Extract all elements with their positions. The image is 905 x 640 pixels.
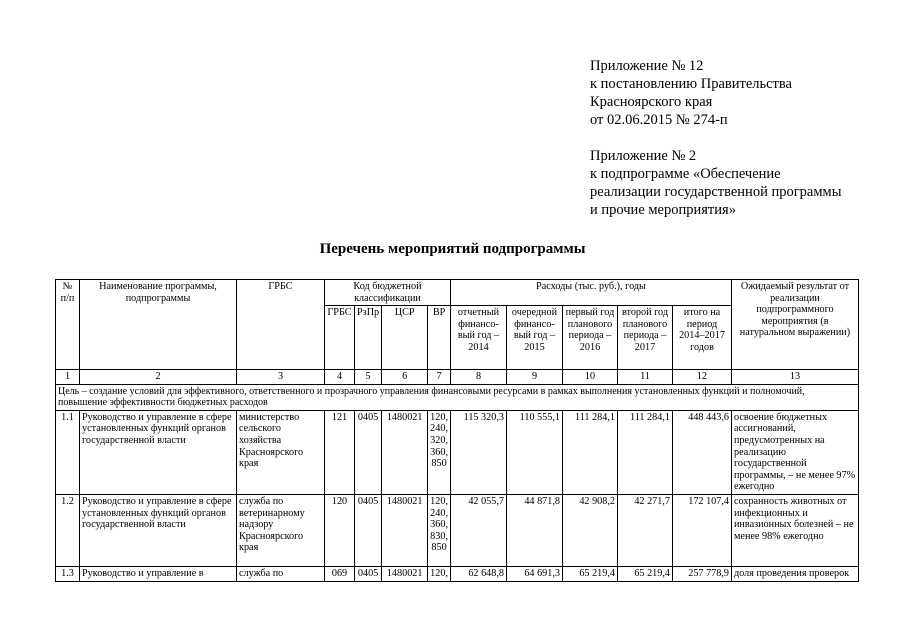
header-expenses: Расходы (тыс. руб.), годы — [450, 280, 731, 306]
col-number: 10 — [562, 370, 617, 385]
row-name: Руководство и управление в сфере установленных функций органов государственной власти — [80, 494, 237, 566]
col-number: 13 — [731, 370, 858, 385]
row-result: сохранность животных от инфекционных и инвазионных болезней – не менее 98% ежегодно — [731, 494, 858, 566]
row-total: 448 443,6 — [672, 410, 731, 494]
row-csr: 1480021 — [382, 494, 428, 566]
appendix-12-to: к постановлению Правительства — [590, 76, 792, 92]
measures-table — [55, 279, 859, 582]
row-2017: 111 284,1 — [617, 410, 672, 494]
row-2016: 42 908,2 — [562, 494, 617, 566]
col-number: 2 — [80, 370, 237, 385]
row-2017: 65 219,4 — [617, 566, 672, 581]
goal-text: Цель – создание условий для эффективного, ответственного и прозрачного управления финансовыми ресурсами в рамках выполнения установленных функций и полномочий, повышение эффективности бюджетных расходов — [56, 384, 859, 410]
col-number: 4 — [325, 370, 355, 385]
row-name: Руководство и управление в — [80, 566, 237, 581]
col-number: 8 — [450, 370, 506, 385]
col-number: 6 — [382, 370, 428, 385]
appendix-12-region: Красноярского края — [590, 94, 713, 110]
table-row — [56, 410, 859, 494]
document-title: Перечень мероприятий подпрограммы — [319, 241, 586, 257]
column-number-row — [56, 370, 859, 385]
col-number: 3 — [237, 370, 325, 385]
row-2014: 62 648,8 — [450, 566, 506, 581]
header-grbs: ГРБС — [237, 280, 325, 370]
appendix-12-date: от 02.06.2015 № 274-п — [590, 112, 728, 128]
header-sub-csr: ЦСР — [382, 306, 428, 370]
row-csr: 1480021 — [382, 566, 428, 581]
row-code-grbs: 069 — [325, 566, 355, 581]
col-number: 12 — [672, 370, 731, 385]
row-num: 1.2 — [56, 494, 80, 566]
col-number: 9 — [506, 370, 562, 385]
row-2014: 115 320,3 — [450, 410, 506, 494]
row-vr: 120, 240, 320, 360, 850 — [428, 410, 451, 494]
header-sub-grbs: ГРБС — [325, 306, 355, 370]
appendix-2-to: к подпрограмме «Обеспечение — [590, 166, 781, 182]
row-2016: 65 219,4 — [562, 566, 617, 581]
header-num: № п/п — [56, 280, 80, 370]
row-rzpr: 0405 — [355, 410, 382, 494]
col-number: 1 — [56, 370, 80, 385]
header-sub-vr: ВР — [428, 306, 451, 370]
row-grbs: министерство сельского хозяйства Красноярского края — [237, 410, 325, 494]
header-row-1 — [56, 280, 859, 306]
row-code-grbs: 121 — [325, 410, 355, 494]
header-2016: первый год планового периода – 2016 — [562, 306, 617, 370]
row-vr: 120, — [428, 566, 451, 581]
row-result: доля проведения проверок — [731, 566, 858, 581]
row-rzpr: 0405 — [355, 494, 382, 566]
col-number: 5 — [355, 370, 382, 385]
appendix-header — [590, 57, 890, 219]
row-2016: 111 284,1 — [562, 410, 617, 494]
header-result: Ожидаемый результат от реализации подпрограммного мероприятия (в натуральном выражении) — [731, 280, 858, 370]
row-total: 257 778,9 — [672, 566, 731, 581]
goal-row — [56, 384, 859, 410]
row-2017: 42 271,7 — [617, 494, 672, 566]
row-vr: 120, 240, 360, 830, 850 — [428, 494, 451, 566]
col-number: 11 — [617, 370, 672, 385]
row-name: Руководство и управление в сфере установленных функций органов государственной власти — [80, 410, 237, 494]
row-grbs: служба по ветеринарному надзору Красноярского края — [237, 494, 325, 566]
row-2015: 110 555,1 — [506, 410, 562, 494]
table-row — [56, 494, 859, 566]
row-grbs: служба по — [237, 566, 325, 581]
row-rzpr: 0405 — [355, 566, 382, 581]
table-row — [56, 566, 859, 581]
row-2014: 42 055,7 — [450, 494, 506, 566]
col-number: 7 — [428, 370, 451, 385]
row-2015: 64 691,3 — [506, 566, 562, 581]
row-result: освоение бюджетных ассигнований, предусмотренных на реализацию государственной программы, – не менее 97% ежегодно — [731, 410, 858, 494]
header-2015: очередной финансо-вый год – 2015 — [506, 306, 562, 370]
appendix-2-line2: реализации государственной программы — [590, 184, 842, 200]
header-budget-code: Код бюджетной классификации — [325, 280, 451, 306]
row-total: 172 107,4 — [672, 494, 731, 566]
appendix-12-title: Приложение № 12 — [590, 58, 704, 74]
row-2015: 44 871,8 — [506, 494, 562, 566]
header-total: итого на период 2014–2017 годов — [672, 306, 731, 370]
row-csr: 1480021 — [382, 410, 428, 494]
header-2017: второй год планового периода – 2017 — [617, 306, 672, 370]
row-code-grbs: 120 — [325, 494, 355, 566]
header-2014: отчетный финансо-вый год – 2014 — [450, 306, 506, 370]
row-num: 1.1 — [56, 410, 80, 494]
row-num: 1.3 — [56, 566, 80, 581]
header-name: Наименование программы, подпрограммы — [80, 280, 237, 370]
appendix-2-title: Приложение № 2 — [590, 148, 697, 164]
header-sub-rzpr: РзПр — [355, 306, 382, 370]
appendix-2-line3: и прочие мероприятия» — [590, 202, 736, 218]
